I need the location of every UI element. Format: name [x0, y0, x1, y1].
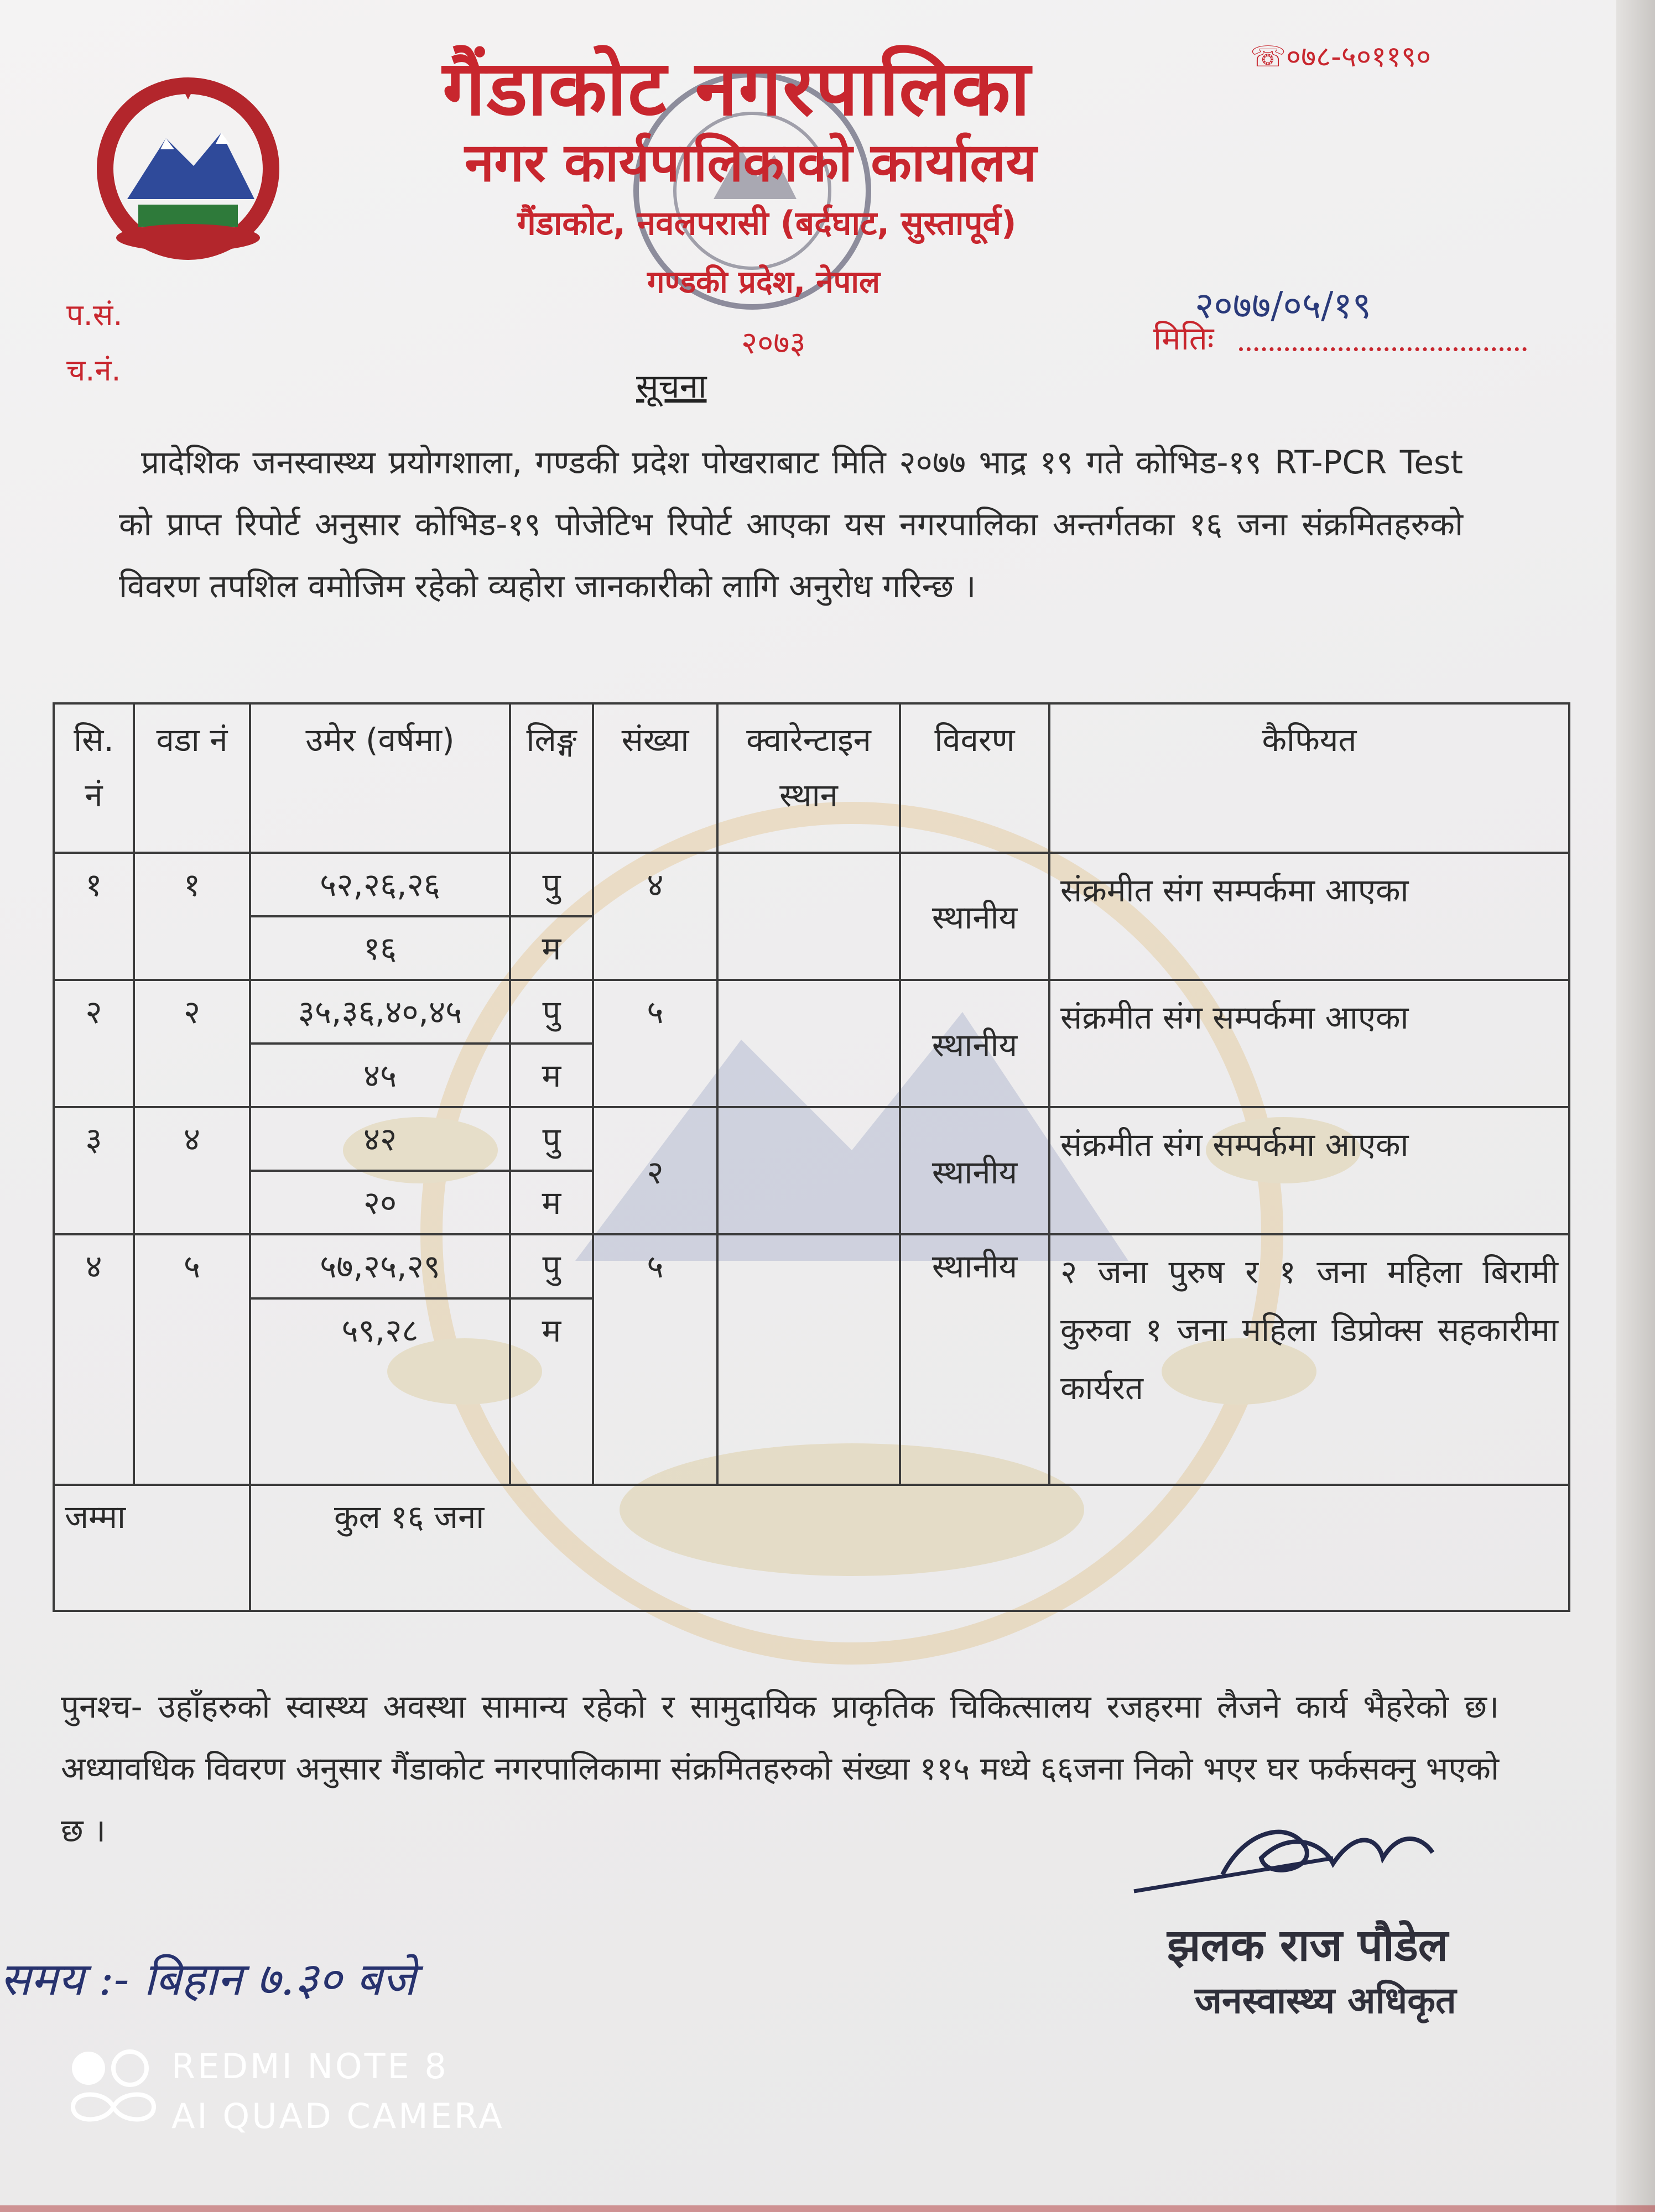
row-sex-male: पु: [510, 980, 593, 1044]
row-sex-male: पु: [510, 1107, 593, 1171]
row-remark: संक्रमीत संग सम्पर्कमा आएका: [1049, 853, 1569, 980]
date-dotted-line: [1239, 347, 1527, 351]
row-detail: स्थानीय: [900, 853, 1049, 980]
row-sex-female: म: [510, 1171, 593, 1234]
header-ward: वडा नं: [134, 703, 250, 853]
header-remark: कैफियत: [1049, 703, 1569, 853]
row-age-female: १६: [250, 916, 510, 980]
row-serial: ४: [54, 1234, 134, 1484]
row-serial: ३: [54, 1107, 134, 1234]
camera-logo-icon: [66, 2046, 160, 2129]
header-serial: सि. नं: [54, 703, 134, 853]
row-detail: स्थानीय: [900, 1234, 1049, 1484]
row-age-female: ४५: [250, 1044, 510, 1107]
year-code: २०७३: [741, 325, 806, 361]
header-count: संख्या: [593, 703, 717, 853]
row-sex-male: पु: [510, 853, 593, 916]
row-count: २: [593, 1107, 717, 1234]
cases-table: [53, 702, 1570, 1612]
row-quarantine: [717, 980, 900, 1107]
row-sex-female: म: [510, 916, 593, 980]
row-count: ४: [593, 853, 717, 980]
row-age-male: ४२: [250, 1107, 510, 1171]
total-value: कुल १६ जना: [250, 1485, 1569, 1611]
header-detail: विवरण: [900, 703, 1049, 853]
row-age-male: ३५,३६,४०,४५: [250, 980, 510, 1044]
camera-watermark-feature: AI QUAD CAMERA: [171, 2096, 504, 2136]
row-serial: १: [54, 853, 134, 980]
row-remark: संक्रमीत संग सम्पर्कमा आएका: [1049, 1107, 1569, 1234]
row-count: ५: [593, 980, 717, 1107]
table-row: [54, 980, 1569, 1044]
row-age-male: ५७,२५,२९: [250, 1234, 510, 1298]
header-quarantine: क्वारेन्टाइन स्थान: [717, 703, 900, 853]
table-row: [54, 1234, 1569, 1298]
total-label: जम्मा: [54, 1485, 250, 1611]
header-sex: लिङ्ग: [510, 703, 593, 853]
row-age-female: ५९,२८: [250, 1298, 510, 1485]
row-count: ५: [593, 1234, 717, 1484]
row-detail: स्थानीय: [900, 980, 1049, 1107]
notice-body: प्रादेशिक जनस्वास्थ्य प्रयोगशाला, गण्डकी प्रदेश पोखराबाट मिति २०७७ भाद्र १९ गते कोभिड-१९ RT-PCR Test को प्राप्त रिपोर्ट अनुसार कोभिड-१९ पोजेटिभ रिपोर्ट आएका यस नगरपालिका अन्तर्गतका १६ जना संक्रमितहरुको विवरण तपशिल वमोजिम रहेको व्यहोरा जानकारीको लागि अनुरोध गरिन्छ ।: [119, 444, 1463, 605]
address-line-1: गैंडाकोट, नवलपरासी (बर्दघाट, सुस्तापूर्व): [517, 204, 1017, 243]
row-remark: २ जना पुरुष र १ जना महिला बिरामी कुरुवा १ जना महिला डिप्रोक्स सहकारीमा कार्यरत: [1049, 1234, 1569, 1484]
dispatch-number-label: च.नं.: [66, 353, 121, 388]
row-ward: ५: [134, 1234, 250, 1484]
row-serial: २: [54, 980, 134, 1107]
handwritten-time-note: समय :- बिहान ७.३० बजे: [0, 1953, 416, 2006]
camera-watermark-model: REDMI NOTE 8: [171, 2046, 449, 2086]
row-ward: १: [134, 853, 250, 980]
date-label: मितिः: [1153, 320, 1214, 357]
signatory-designation: जनस्वास्थ्य अधिकृत: [1195, 1979, 1456, 2022]
signatory-name: झलक राज पौडेल: [1167, 1919, 1448, 1971]
row-quarantine: [717, 1234, 900, 1484]
municipality-title: गैंडाकोट नगरपालिका: [443, 44, 1032, 133]
notice-heading: सूचना: [636, 367, 707, 406]
row-quarantine: [717, 1107, 900, 1234]
row-ward: ४: [134, 1107, 250, 1234]
row-sex-male: पु: [510, 1234, 593, 1298]
header-age: उमेर (वर्षमा): [250, 703, 510, 853]
postscript: पुनश्च- उहाँहरुको स्वास्थ्य अवस्था सामान्य रहेको र सामुदायिक प्राकृतिक चिकित्सालय रजहरमा लैजने कार्य भैहरेको छ। अध्यावधिक विवरण अनुसार गैंडाकोट नगरपालिकामा संक्रमितहरुको संख्या ११५ मध्ये ६६जना निको भएर घर फर्कसक्नु भएको छ ।: [61, 1688, 1499, 1849]
row-remark: संक्रमीत संग सम्पर्कमा आएका: [1049, 980, 1569, 1107]
table-header-row: [54, 703, 1569, 853]
row-ward: २: [134, 980, 250, 1107]
table-row: [54, 853, 1569, 916]
page-edge-shadow: [1616, 0, 1655, 2212]
row-quarantine: [717, 853, 900, 980]
nepal-emblem-logo: [77, 72, 299, 265]
page-bottom-edge: [0, 2205, 1655, 2212]
row-age-male: ५२,२६,२६: [250, 853, 510, 916]
table-total-row: [54, 1485, 1569, 1611]
row-age-female: २०: [250, 1171, 510, 1234]
table-row: [54, 1107, 1569, 1171]
row-sex-female: म: [510, 1298, 593, 1485]
phone-number: ☏०७८-५०११९०: [1250, 40, 1432, 74]
date-value: २०७७/०५/१९: [1195, 284, 1372, 327]
handwritten-signature: [1123, 1797, 1510, 1908]
row-sex-female: म: [510, 1044, 593, 1107]
address-line-2: गण्डकी प्रदेश, नेपाल: [647, 264, 880, 300]
reference-number-label: प.सं.: [66, 298, 123, 332]
office-subtitle: नगर कार्यपालिकाको कार्यालय: [465, 132, 1037, 194]
row-detail: स्थानीय: [900, 1107, 1049, 1234]
